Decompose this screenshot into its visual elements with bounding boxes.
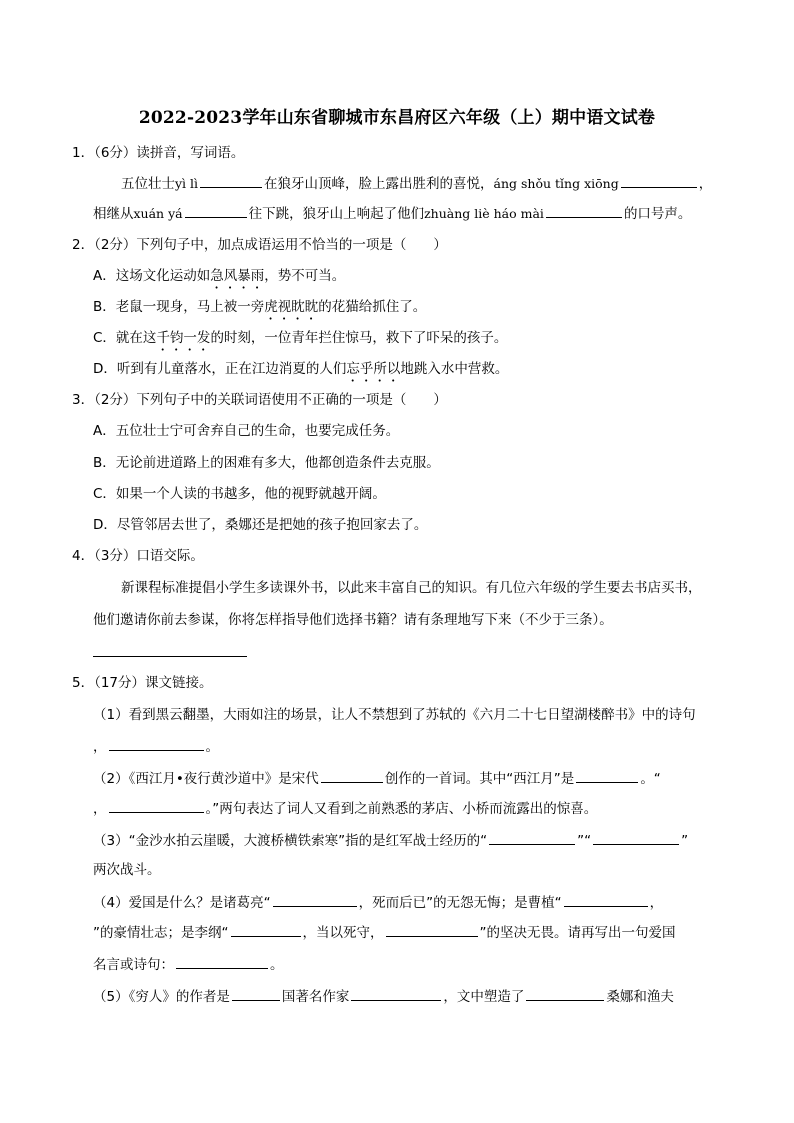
answer-blank[interactable] xyxy=(593,830,679,845)
answer-blank[interactable] xyxy=(109,798,204,813)
pinyin-angshoutingxiong: áng shǒu tǐng xiōng xyxy=(493,176,619,191)
answer-blank[interactable] xyxy=(489,830,575,845)
answer-blank[interactable] xyxy=(231,922,301,937)
answer-blank[interactable] xyxy=(200,173,262,188)
answer-blank[interactable] xyxy=(176,954,268,969)
question-2-heading: 2．（2分）下列句子中，加点成语运用不恰当的一项是（ ） xyxy=(72,237,447,253)
question-1-line-1: 五位壮士yì lì 在狼牙山顶峰，脸上露出胜利的喜悦，áng shǒu tǐng xiōng ， xyxy=(121,173,712,194)
question-3-option-d[interactable]: D．尽管邻居去世了，桑娜还是把她的孩子抱回家去了。 xyxy=(93,517,428,533)
question-1-line-2: 相继从xuán yá 往下跳，狼牙山上响起了他们zhuàng liè háo mài 的口号声。 xyxy=(93,203,691,224)
answer-blank[interactable] xyxy=(546,203,622,218)
question-4-heading: 4．（3分）口语交际。 xyxy=(72,548,204,564)
question-5-part-4-line-2: ”的豪情壮志；是李纲“ ，当以死守， ”的坚决无畏。请再写出一句爱国 xyxy=(93,922,676,943)
emphasized-idiom: 忘乎所以 xyxy=(346,361,401,377)
exam-title: 2022-2023学年山东省聊城市东昌府区六年级（上）期中语文试卷 xyxy=(138,108,656,128)
pinyin-yili: yì lì xyxy=(175,176,199,191)
answer-blank[interactable] xyxy=(564,892,648,907)
question-5-part-2-line-1: （2）《西江月•夜行黄沙道中》是宋代 创作的一首词。其中“西江月”是 。“ xyxy=(93,768,661,789)
pinyin-zhuanglie-haomai: zhuàng liè háo mài xyxy=(424,206,544,221)
answer-blank[interactable] xyxy=(185,203,247,218)
question-1-heading: 1．（6分）读拼音，写词语。 xyxy=(72,145,245,161)
answer-blank[interactable] xyxy=(526,986,604,1001)
question-5-part-4-line-3: 名言或诗句： 。 xyxy=(93,954,284,975)
question-3-option-a[interactable]: A．五位壮士宁可舍弃自己的生命，也要完成任务。 xyxy=(93,423,400,439)
answer-blank[interactable] xyxy=(273,892,357,907)
answer-blank[interactable] xyxy=(351,986,441,1001)
question-5-part-4-line-1: （4）爱国是什么？是诸葛亮“ ，死而后已”的无怨无悔；是曹植“ ， xyxy=(93,892,663,913)
question-2-option-c[interactable]: C．就在这千钧一发的时刻，一位青年拦住惊马，救下了吓呆的孩子。 xyxy=(93,330,508,346)
answer-line[interactable] xyxy=(93,656,247,657)
emphasized-idiom: 千钧一发 xyxy=(156,330,211,346)
question-5-part-3-line-1: （3）“金沙水拍云崖暖，大渡桥横铁索寒”指的是红军战士经历的“ ”“ ” xyxy=(93,830,688,851)
answer-blank[interactable] xyxy=(109,736,204,751)
answer-blank[interactable] xyxy=(621,173,697,188)
answer-blank[interactable] xyxy=(232,986,280,1001)
emphasized-idiom: 急风暴雨 xyxy=(210,268,265,284)
question-5-part-1-line-1: （1）看到黑云翻墨，大雨如注的场景，让人不禁想到了苏轼的《六月二十七日望湖楼醉书》中的诗句 xyxy=(93,707,696,723)
answer-blank[interactable] xyxy=(321,768,383,783)
pinyin-xuanya: xuán yá xyxy=(133,206,183,221)
answer-blank[interactable] xyxy=(576,768,638,783)
question-3-option-c[interactable]: C．如果一个人读的书越多，他的视野就越开阔。 xyxy=(93,486,386,502)
answer-blank[interactable] xyxy=(386,922,478,937)
question-4-line-2: 他们邀请你前去参谋，你将怎样指导他们选择书籍？请有条理地写下来（不少于三条）。 xyxy=(93,612,613,628)
question-3-option-b[interactable]: B．无论前进道路上的困难有多大，他都创造条件去克服。 xyxy=(93,455,440,471)
emphasized-idiom: 虎视眈眈 xyxy=(264,299,319,315)
question-2-option-b[interactable]: B．老鼠一现身，马上被一旁虎视眈眈的花猫给抓住了。 xyxy=(93,299,427,315)
question-3-heading: 3．（2分）下列句子中的关联词语使用不正确的一项是（ ） xyxy=(72,392,447,408)
question-4-line-1: 新课程标准提倡小学生多读课外书，以此来丰富自己的知识。有几位六年级的学生要去书店买书， xyxy=(121,580,702,596)
question-2-option-d[interactable]: D．听到有儿童落水，正在江边消夏的人们忘乎所以地跳入水中营救。 xyxy=(93,361,509,377)
question-5-part-3-line-2: 两次战斗。 xyxy=(93,862,161,878)
question-5-part-1-line-2: ， 。 xyxy=(93,736,219,757)
question-5-part-2-line-2: ， 。”两句表达了词人又看到之前熟悉的茅店、小桥而流露出的惊喜。 xyxy=(93,798,597,819)
question-5-part-5-line-1: （5）《穷人》的作者是 国著名作家 ，文中塑造了 桑娜和渔夫 xyxy=(93,986,674,1007)
question-2-option-a[interactable]: A．这场文化运动如急风暴雨，势不可当。 xyxy=(93,268,346,284)
question-5-heading: 5．（17分）课文链接。 xyxy=(72,675,213,691)
